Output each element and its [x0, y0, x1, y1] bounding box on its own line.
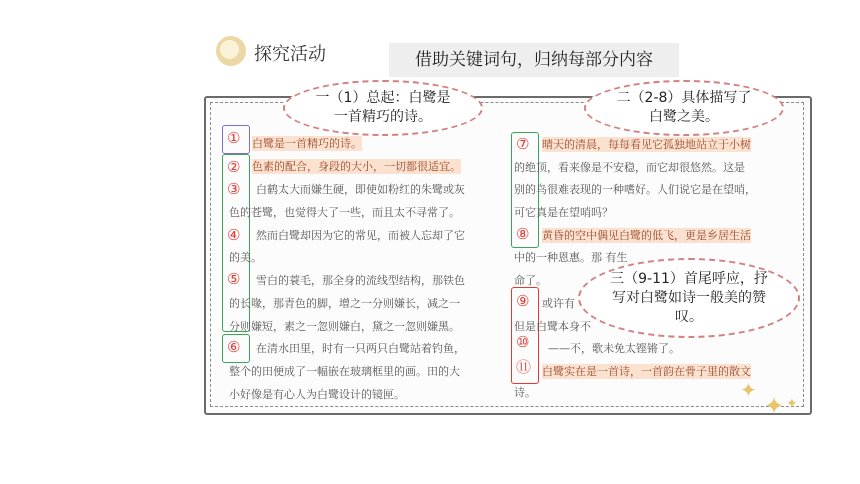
text-line: 的长喙，那青色的脚，增之一分则嫌长，减之一: [229, 297, 460, 310]
paragraph-number: ③: [227, 180, 241, 198]
paragraph-number: ②: [227, 158, 241, 176]
text-line: 但是白鹭本身不: [514, 320, 591, 333]
text-line: 白鹭实在是一首诗，一首韵在骨子里的散文: [542, 365, 751, 378]
text-line: 白鹭是一首精巧的诗。: [252, 137, 362, 150]
text-line: 的美。: [229, 251, 262, 264]
sparkle-icon: ✦: [786, 396, 798, 412]
text-line: ——不，歌未免太铿锵了。: [548, 342, 680, 355]
sparkle-icon: ✦: [764, 392, 785, 420]
paragraph-number: ④: [227, 226, 241, 244]
paragraph-number: ⑩: [516, 333, 530, 351]
summary-cloud-part-three: [578, 258, 800, 338]
text-line: 中的一种恩惠。那 有生: [514, 251, 628, 264]
text-line: 在清水田里，时有一只两只白鹭站着钓鱼，: [256, 342, 465, 355]
paragraph-number: ⑥: [227, 338, 241, 356]
paragraph-number: ⑨: [516, 292, 530, 310]
text-line: 色素的配合，身段的大小，一切都很适宜。: [252, 160, 461, 173]
page-title: 探究活动: [254, 44, 326, 65]
text-line: 或许有: [542, 297, 575, 310]
text-line: 整个的田便成了一幅嵌在玻璃框里的画。田的大: [229, 365, 460, 378]
task-banner: 借助关键词句，归纳每部分内容: [389, 43, 679, 77]
cloud-text: 一（1）总起：白鹭是一首精巧的诗。: [315, 90, 451, 125]
text-line: 然而白鹭却因为它的常见，而被人忘却了它: [256, 229, 465, 242]
text-line: 色的苍鹭，也觉得大了一些，而且太不寻常了。: [229, 206, 460, 219]
text-line: 雪白的蓑毛，那全身的流线型结构，那铁色: [256, 274, 465, 287]
text-line: 黄昏的空中偶见白鹭的低飞，更是乡居生活: [542, 229, 751, 242]
paragraph-number: ⑪: [516, 358, 532, 376]
shell-icon: [216, 36, 246, 66]
text-line: 别的鸟很难表现的一种嗜好。人们说它是在望哨，: [514, 183, 756, 196]
cloud-text: 三（9-11）首尾呼应，抒写对白鹭如诗一般美的赞叹。: [610, 270, 768, 325]
text-line: 命了。: [514, 274, 547, 287]
text-line: 晴天的清晨，每每看见它孤独地站立于小树: [542, 138, 751, 151]
text-line: 分则嫌短，素之一忽则嫌白，黛之一忽则嫌黑。: [229, 320, 460, 333]
summary-cloud-part-one: [283, 80, 483, 136]
cloud-text: 二（2-8）具体描写了白鹭之美。: [616, 90, 752, 125]
text-line: 小好像是有心人为白鹭设计的镜匣。: [229, 388, 405, 401]
paragraph-number: ⑧: [516, 225, 530, 243]
text-line: 的绝顶，看来像是不安稳，而它却很悠然。这是: [514, 161, 745, 174]
text-line: 诗。: [514, 386, 536, 399]
paragraph-number: ⑦: [516, 135, 530, 153]
paragraph-number: ⑤: [227, 270, 241, 288]
text-line: 白鹤太大而嫌生硬，即使如粉红的朱鹭或灰: [256, 183, 465, 196]
paragraph-number: ①: [227, 129, 241, 147]
text-line: 可它真是在望哨吗？: [514, 206, 613, 219]
summary-cloud-part-two: [584, 80, 784, 136]
sparkle-icon: ✦: [740, 378, 757, 402]
